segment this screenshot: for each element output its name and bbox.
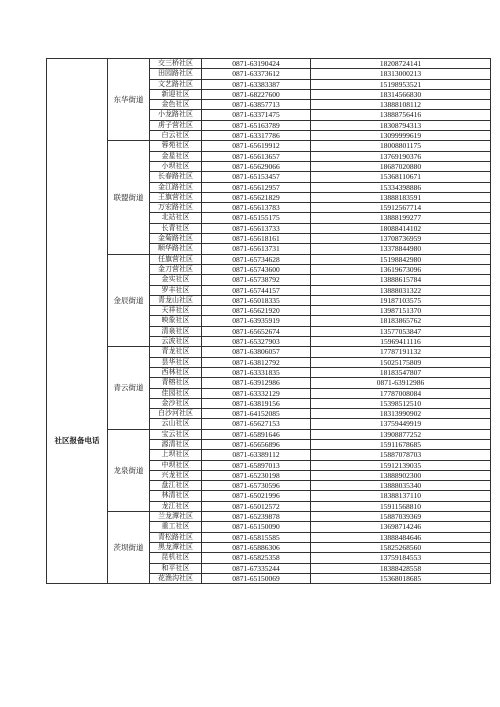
mobile-phone: 13698714246 bbox=[311, 522, 491, 532]
mobile-phone: 13769190376 bbox=[311, 151, 491, 161]
mobile-phone: 13888615784 bbox=[311, 275, 491, 285]
community-name: 龙江社区 bbox=[150, 501, 202, 511]
community-name: 云波社区 bbox=[150, 337, 202, 347]
community-name: 源清社区 bbox=[150, 439, 202, 449]
office-phone: 0871-65327903 bbox=[202, 337, 311, 347]
mobile-phone: 15368018685 bbox=[311, 573, 491, 583]
community-name: 文艺路社区 bbox=[150, 79, 202, 89]
office-phone: 0871-63317786 bbox=[202, 131, 311, 141]
office-phone: 0871-63935919 bbox=[202, 316, 311, 326]
office-phone: 0871-63389112 bbox=[202, 450, 311, 460]
community-name: 小龙路社区 bbox=[150, 110, 202, 120]
mobile-phone: 18088414102 bbox=[311, 223, 491, 233]
office-phone: 0871-65738792 bbox=[202, 275, 311, 285]
community-name: 花渔沟社区 bbox=[150, 573, 202, 583]
mobile-phone: 15911568810 bbox=[311, 501, 491, 511]
community-name: 王旗营社区 bbox=[150, 192, 202, 202]
office-phone: 0871-65163789 bbox=[202, 120, 311, 130]
mobile-phone: 15368110671 bbox=[311, 172, 491, 182]
office-phone: 0871-65656896 bbox=[202, 439, 311, 449]
office-phone: 0871-65619912 bbox=[202, 141, 311, 151]
mobile-phone: 19187103575 bbox=[311, 295, 491, 305]
mobile-phone: 15198842980 bbox=[311, 254, 491, 264]
community-name: 白云社区 bbox=[150, 131, 202, 141]
office-phone: 0871-65612957 bbox=[202, 182, 311, 192]
community-name: 映象社区 bbox=[150, 316, 202, 326]
office-phone: 0871-63383387 bbox=[202, 79, 311, 89]
table-row bbox=[47, 512, 491, 522]
office-phone: 0871-65730596 bbox=[202, 481, 311, 491]
mobile-phone: 18313990902 bbox=[311, 409, 491, 419]
office-phone: 0871-65021996 bbox=[202, 491, 311, 501]
office-phone: 0871-63331835 bbox=[202, 367, 311, 377]
table-row bbox=[47, 429, 491, 439]
mobile-phone: 15825268560 bbox=[311, 542, 491, 552]
office-phone: 0871-65743600 bbox=[202, 264, 311, 274]
mobile-phone: 15887039369 bbox=[311, 512, 491, 522]
mobile-phone: 18388428558 bbox=[311, 563, 491, 573]
community-name: 任旗营社区 bbox=[150, 254, 202, 264]
mobile-phone: 13888108112 bbox=[311, 100, 491, 110]
mobile-phone: 13099999619 bbox=[311, 131, 491, 141]
mobile-phone: 13888902300 bbox=[311, 470, 491, 480]
office-phone: 0871-64152085 bbox=[202, 409, 311, 419]
office-phone: 0871-65734628 bbox=[202, 254, 311, 264]
community-name: 重工社区 bbox=[150, 522, 202, 532]
office-phone: 0871-65627153 bbox=[202, 419, 311, 429]
community-name: 金沙社区 bbox=[150, 398, 202, 408]
office-phone: 0871-65155175 bbox=[202, 213, 311, 223]
community-name: 中坝社区 bbox=[150, 460, 202, 470]
mobile-phone: 17787008084 bbox=[311, 388, 491, 398]
community-name: 宝云社区 bbox=[150, 429, 202, 439]
community-name: 罗丰社区 bbox=[150, 285, 202, 295]
mobile-phone: 13908877252 bbox=[311, 429, 491, 439]
community-name: 林清社区 bbox=[150, 491, 202, 501]
mobile-phone: 18313000213 bbox=[311, 69, 491, 79]
community-name: 北站社区 bbox=[150, 213, 202, 223]
community-name: 青龙社区 bbox=[150, 347, 202, 357]
office-phone: 0871-63190424 bbox=[202, 59, 311, 69]
community-name: 和平社区 bbox=[150, 563, 202, 573]
community-name: 黑龙潭社区 bbox=[150, 542, 202, 552]
community-name: 万宏路社区 bbox=[150, 203, 202, 213]
community-name: 金实社区 bbox=[150, 275, 202, 285]
community-name: 上坝社区 bbox=[150, 450, 202, 460]
office-phone: 0871-63806057 bbox=[202, 347, 311, 357]
table-row bbox=[47, 59, 491, 69]
office-phone: 0871-63912986 bbox=[202, 378, 311, 388]
street-name: 金辰街道 bbox=[108, 254, 150, 347]
mobile-phone: 13888031322 bbox=[311, 285, 491, 295]
office-phone: 0871-65613733 bbox=[202, 223, 311, 233]
community-name: 兰龙潭社区 bbox=[150, 512, 202, 522]
community-name: 金江路社区 bbox=[150, 182, 202, 192]
mobile-phone: 13577053847 bbox=[311, 326, 491, 336]
mobile-phone: 13759449919 bbox=[311, 419, 491, 429]
community-name: 金色社区 bbox=[150, 100, 202, 110]
mobile-phone: 15911678685 bbox=[311, 439, 491, 449]
office-phone: 0871-65744157 bbox=[202, 285, 311, 295]
mobile-phone: 18183547807 bbox=[311, 367, 491, 377]
community-name: 昆机社区 bbox=[150, 553, 202, 563]
office-phone: 0871-65150069 bbox=[202, 573, 311, 583]
office-phone: 0871-63373612 bbox=[202, 69, 311, 79]
office-phone: 0871-65613731 bbox=[202, 244, 311, 254]
mobile-phone: 13888035340 bbox=[311, 481, 491, 491]
mobile-phone: 15887078703 bbox=[311, 450, 491, 460]
community-name: 田园路社区 bbox=[150, 69, 202, 79]
office-phone: 0871-65012572 bbox=[202, 501, 311, 511]
community-phone-table bbox=[46, 58, 491, 584]
mobile-phone: 18208724141 bbox=[311, 59, 491, 69]
office-phone: 0871-67335244 bbox=[202, 563, 311, 573]
community-name: 盘江社区 bbox=[150, 481, 202, 491]
mobile-phone: 15334398886 bbox=[311, 182, 491, 192]
office-phone: 0871-65891646 bbox=[202, 429, 311, 439]
office-phone: 0871-63332129 bbox=[202, 388, 311, 398]
office-phone: 0871-65815585 bbox=[202, 532, 311, 542]
office-phone: 0871-65618161 bbox=[202, 234, 311, 244]
office-phone: 0871-65018335 bbox=[202, 295, 311, 305]
community-name: 青龙山社区 bbox=[150, 295, 202, 305]
office-phone: 0871-65652674 bbox=[202, 326, 311, 336]
office-phone: 0871-65150090 bbox=[202, 522, 311, 532]
mobile-phone: 13619673096 bbox=[311, 264, 491, 274]
office-phone: 0871-65613657 bbox=[202, 151, 311, 161]
mobile-phone: 18308794313 bbox=[311, 120, 491, 130]
community-name: 青松路社区 bbox=[150, 532, 202, 542]
street-name: 东华街道 bbox=[108, 59, 150, 141]
community-name: 交三桥社区 bbox=[150, 59, 202, 69]
community-name: 金刀营社区 bbox=[150, 264, 202, 274]
community-name: 长春路社区 bbox=[150, 172, 202, 182]
mobile-phone: 18314566830 bbox=[311, 89, 491, 99]
office-phone: 0871-65621829 bbox=[202, 192, 311, 202]
mobile-phone: 18183865762 bbox=[311, 316, 491, 326]
community-name: 天祥社区 bbox=[150, 306, 202, 316]
community-name: 兴龙社区 bbox=[150, 470, 202, 480]
mobile-phone: 13987151370 bbox=[311, 306, 491, 316]
mobile-phone: 13888183591 bbox=[311, 192, 491, 202]
office-phone: 0871-65897013 bbox=[202, 460, 311, 470]
community-name: 长青社区 bbox=[150, 223, 202, 233]
table-row bbox=[47, 254, 491, 264]
mobile-phone: 17787191132 bbox=[311, 347, 491, 357]
community-name: 金星社区 bbox=[150, 151, 202, 161]
mobile-phone: 15912567714 bbox=[311, 203, 491, 213]
community-name: 新迎社区 bbox=[150, 89, 202, 99]
mobile-phone: 18388137110 bbox=[311, 491, 491, 501]
community-name: 西林社区 bbox=[150, 367, 202, 377]
mobile-phone: 18687020880 bbox=[311, 161, 491, 171]
mobile-phone: 13888756416 bbox=[311, 110, 491, 120]
community-name: 白沙河社区 bbox=[150, 409, 202, 419]
community-name: 清泉社区 bbox=[150, 326, 202, 336]
office-phone: 0871-65621920 bbox=[202, 306, 311, 316]
mobile-phone: 15969411116 bbox=[311, 337, 491, 347]
mobile-phone: 15912139035 bbox=[311, 460, 491, 470]
community-name: 金菊路社区 bbox=[150, 234, 202, 244]
office-phone: 0871-65825358 bbox=[202, 553, 311, 563]
mobile-phone: 15398512510 bbox=[311, 398, 491, 408]
mobile-phone: 0871-63912986 bbox=[311, 378, 491, 388]
office-phone: 0871-65153457 bbox=[202, 172, 311, 182]
mobile-phone: 13888199277 bbox=[311, 213, 491, 223]
table-row bbox=[47, 141, 491, 151]
community-name: 小坝社区 bbox=[150, 161, 202, 171]
table-row bbox=[47, 347, 491, 357]
community-name: 青榕社区 bbox=[150, 378, 202, 388]
community-name: 虏子营社区 bbox=[150, 120, 202, 130]
street-name: 青云街道 bbox=[108, 347, 150, 429]
community-name: 蓉苑社区 bbox=[150, 141, 202, 151]
office-phone: 0871-63857713 bbox=[202, 100, 311, 110]
office-phone: 0871-65239878 bbox=[202, 512, 311, 522]
mobile-phone: 15198953521 bbox=[311, 79, 491, 89]
mobile-phone: 15025175809 bbox=[311, 357, 491, 367]
office-phone: 0871-65230198 bbox=[202, 470, 311, 480]
office-phone: 0871-63812792 bbox=[202, 357, 311, 367]
office-phone: 0871-65886306 bbox=[202, 542, 311, 552]
community-name: 云山社区 bbox=[150, 419, 202, 429]
street-name: 联盟街道 bbox=[108, 141, 150, 254]
office-phone: 0871-65613783 bbox=[202, 203, 311, 213]
office-phone: 0871-63819156 bbox=[202, 398, 311, 408]
mobile-phone: 13708736959 bbox=[311, 234, 491, 244]
community-name: 顺华路社区 bbox=[150, 244, 202, 254]
street-name: 茨坝街道 bbox=[108, 512, 150, 584]
mobile-phone: 13888484646 bbox=[311, 532, 491, 542]
mobile-phone: 13759184553 bbox=[311, 553, 491, 563]
office-phone: 0871-68227600 bbox=[202, 89, 311, 99]
mobile-phone: 13378844980 bbox=[311, 244, 491, 254]
street-name: 龙泉街道 bbox=[108, 429, 150, 511]
office-phone: 0871-63371475 bbox=[202, 110, 311, 120]
community-name: 昙华社区 bbox=[150, 357, 202, 367]
mobile-phone: 18008801175 bbox=[311, 141, 491, 151]
office-phone: 0871-65629066 bbox=[202, 161, 311, 171]
community-name: 佳园社区 bbox=[150, 388, 202, 398]
category-label: 社区报备电话 bbox=[47, 59, 108, 584]
